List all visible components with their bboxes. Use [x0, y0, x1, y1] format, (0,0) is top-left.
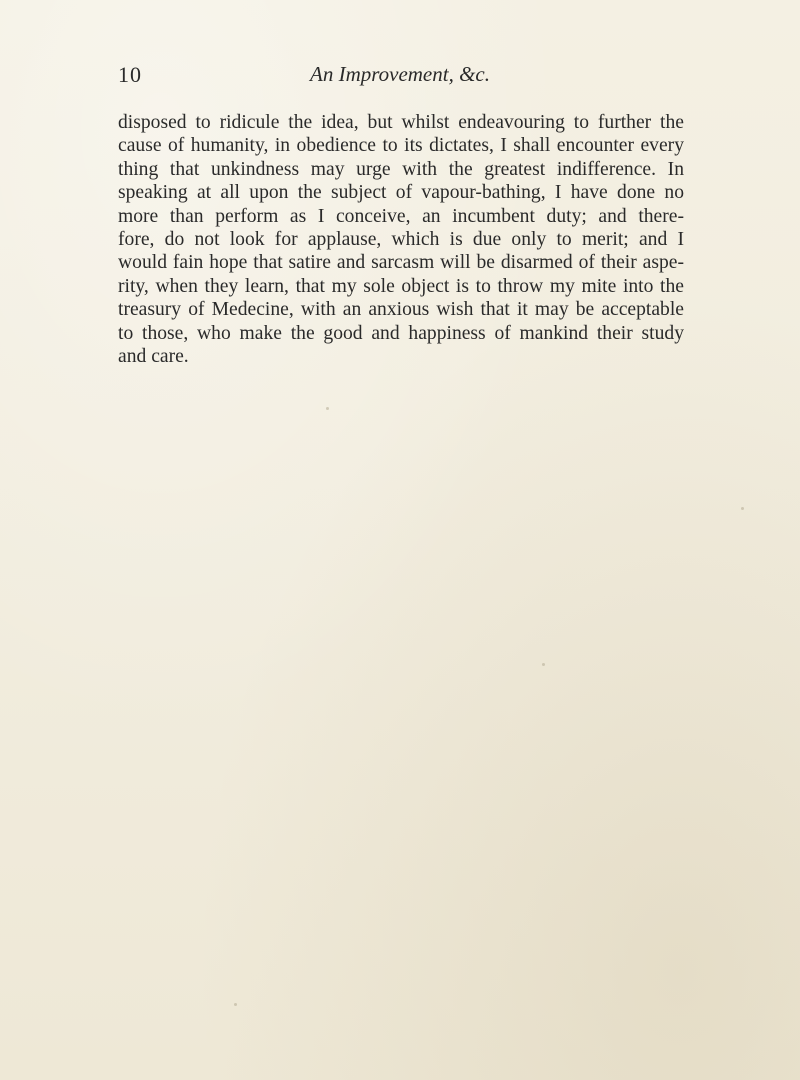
text-line: disposed to ridicule the idea, but whilst endeavouring to further the	[118, 112, 684, 133]
text-line: fore, do not look for applause, which is due only to merit; and I	[118, 229, 684, 251]
body-paragraph	[118, 111, 684, 368]
text-line: to those, who make the good and happiness of mankind their study	[118, 322, 684, 344]
text-line: speaking at all upon the subject of vapour-bathing, I have done no	[118, 182, 684, 204]
text-line: treasury of Medecine, with an anxious wish that it may be acceptable	[118, 299, 684, 321]
paper-speck	[326, 407, 329, 410]
text-line: and care.	[118, 346, 189, 368]
text-line: more than perform as I conceive, an incumbent duty; and there-	[118, 205, 684, 227]
paper-speck	[542, 663, 545, 666]
paper-speck	[234, 1003, 237, 1006]
text-line: cause of humanity, in obedience to its dictates, I shall encounter every	[118, 135, 684, 157]
text-line: would fain hope that satire and sarcasm will be disarmed of their aspe-	[118, 252, 684, 274]
paper-speck	[741, 507, 744, 510]
running-title: An Improvement, &c.	[310, 62, 490, 86]
running-head	[118, 62, 684, 90]
text-line: thing that unkindness may urge with the greatest indifference. In	[118, 158, 684, 180]
page-number: 10	[118, 62, 142, 87]
text-line: rity, when they learn, that my sole object is to throw my mite into the	[118, 275, 684, 297]
